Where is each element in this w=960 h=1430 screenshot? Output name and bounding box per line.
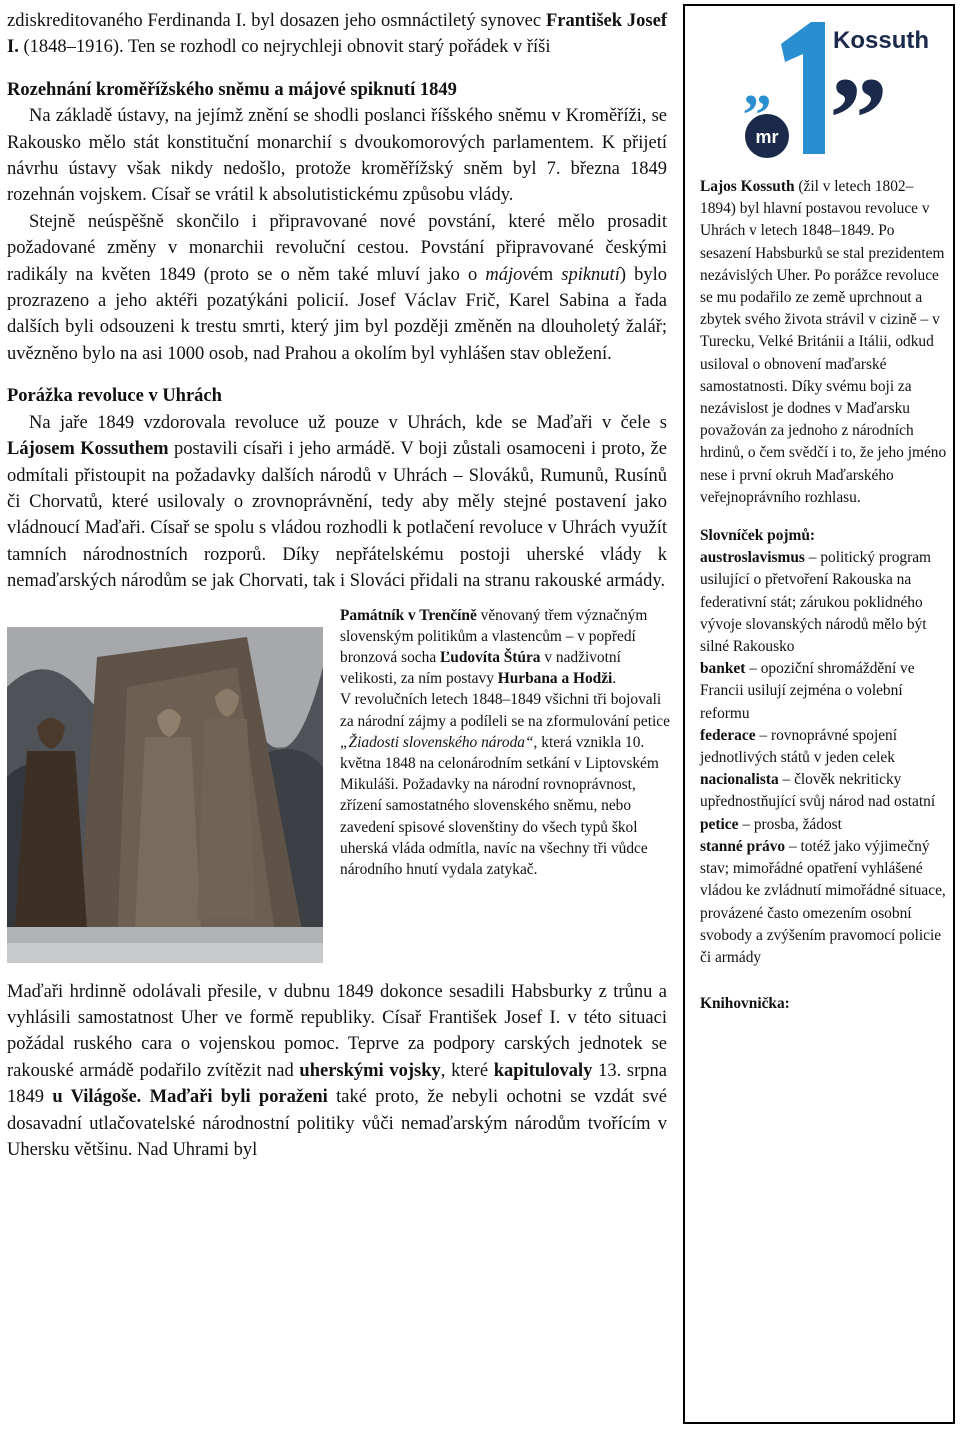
section-heading-kromeriz: Rozehnání kroměřížského sněmu a májové spiknutí 1849	[7, 79, 457, 100]
emperor-name: František Josef I.	[7, 11, 667, 58]
monument-caption: Památník v Trenčíně věnovaný třem význačným slovenským politikům a vlastencům – v popředí bronzová socha Ľudovíta Štúra v nadživotní velikosti, za ním postavy Hurbana a Hodži. V revolučních letech 1848–1849 všichni tři bojovali za národní zájmy a podíleli se na zformulování petice „Žiadosti slovenského národa“, která vznikla 10. května 1848 na celonárodním setkání v Liptovském Mikuláši. Požadavky na národní rovnoprávnost, zřízení samostatného slovenského sněmu, nebo zavedení spisové slovenštiny do všech typů škol uherská vláda odmítla, navíc na všechny tři vůdce národního hnutí vydala zatykač.	[340, 606, 670, 878]
glossary-item: stanné právo – totéž jako výjimečný stav; mimořádné opatření vyhlášené vládou ke zvládnutí mimořádné situace, provázené často omezením osobní svobody a zvýšením pravomocí policie či armády	[700, 837, 946, 966]
kossuth-radio-logo	[741, 14, 929, 184]
monument-image	[7, 627, 323, 963]
glossary-item: banket – opoziční shromáždění ve Francii usilují zejména o volební reformu	[700, 660, 915, 722]
kossuth-name: Lájosem Kossuthem	[7, 439, 169, 460]
sidebar-box	[683, 4, 955, 1424]
glossary-item: petice – prosba, žádost	[700, 815, 842, 833]
kossuth-bio: Lajos Kossuth (žil v letech 1802–1894) byl hlavní postavou revoluce v Uhrách v letech 1848–1849. Po sesazení Habsburků se stal prezidentem nezávislých Uher. Po porážce revoluce se mu podařilo ze země uprchnout a zbytek svého života strávil v cizině – v Turecku, Velké Británii a Itálii, odkud usiloval o obnovení maďarské samostatnosti. Díky svému boji za nezávislost je dodnes v Maďarsku považován za jednoho z národních hrdinů, o čem svědčí i to, že jeho jméno nese i první okruh Maďarského veřejnoprávního rozhlasu.	[700, 178, 947, 506]
intro-text-end: (1848–1916). Ten se rozhodl co nejrychleji obnovit starý pořádek v říši	[18, 37, 551, 58]
paragraph-surrender: Maďaři hrdinně odolávali přesile, v dubnu 1849 dokonce sesadili Habsburky z trůnu a vyhlásili samostatnost Uher ve formě republiky. Císař František Josef I. v této situaci požádal ruského cara o vojenskou pomoc. Teprve za podpory carských jednotek se rakouské armádě podařilo zvítězit nad uherskými vojsky, které kapitulovaly 13. srpna 1849 u Világoše. Maďaři byli poraženi také proto, že nebyli ochotni se vzdát své dosavadní utlačovatelské národnostní politiky vůči nemaďarským národům tvořícím v Uhersku většinu. Nad Uhrami byl	[7, 981, 668, 1160]
main-column	[7, 8, 670, 1163]
svg-text:Kossuth: Kossuth	[833, 27, 929, 54]
glossary-item: austroslavismus – politický program usilující o přetvoření Rakouska na federativní stát; zárukou poklidného vývoje slovanských národů mělo být silné Rakousko	[700, 549, 932, 656]
logo-graphic	[741, 14, 929, 184]
intro-text: zdiskreditovaného Ferdinanda I. byl dosazen jeho osmnáctiletý synovec	[7, 11, 546, 31]
paragraph-may-conspiracy: Stejně neúspěšně skončilo i připravované nové povstání, které mělo prosadit požadované změny v monarchii revoluční cestou. Povstání připravované českými radikály na květen 1849 (proto se o něm také mluví jako o májovém spiknutí) bylo prozrazeno a jeho aktéři pozatýkáni policií. Josef Václav Frič, Karel Sabina a řada dalších byli odsouzeni k trestu smrti, který jim byl později změněn na dlouholetý žalář; uvězněno bylo na asi 1000 osob, nad Prahou a okolím byl vyhlášen stav obležení.	[7, 211, 667, 364]
section-heading-hungary: Porážka revoluce v Uhrách	[7, 386, 222, 407]
glossary-item: federace – rovnoprávné spojení jednotlivých států v jeden celek	[700, 726, 898, 767]
svg-text:”: ”	[829, 53, 888, 184]
paragraph-hungary: Na jaře 1849 vzdorovala revoluce už pouze v Uhrách, kde se Maďaři v čele s Lájosem Kossuthem postavili císaři i jeho armádě. V boji zůstali osamoceni i proto, že odmítali přistoupit na požadavky dalších národů v Uhrách – Slováků, Rumunů, Rusínů či Chorvatů, které usilovaly o zrovnoprávnění, tedy aby měly stejné postavení jako vládnoucí Maďaři. Císař se spolu s vládou rozhodli k potlačení revoluce v Uhrách využít tamních národnostních rozporů. Díky nepřátelskému postoji uherské vlády k nemaďarských národům se jak Chorvati, tak i Slováci přidali na stranu rakouské armády.	[7, 412, 667, 592]
figure-monument	[7, 605, 670, 965]
intro-paragraph	[7, 8, 667, 61]
sidebar-text	[700, 176, 948, 1015]
glossary-item: nacionalista – člověk nekriticky upřednostňující svůj národ nad ostatní	[700, 771, 936, 811]
svg-text:mr: mr	[755, 127, 779, 147]
library-title: Knihovnička:	[700, 995, 790, 1013]
glossary-title: Slovníček pojmů:	[700, 527, 816, 545]
svg-text:„: „	[743, 52, 772, 117]
paragraph-constitution: Na základě ústavy, na jejímž znění se shodli poslanci říšského sněmu v Kroměříži, se Rakousko mělo stát konstituční monarchií s dvoukomorových parlamentem. K přijetí návrhu ústavy však nikdy nedošlo, protože kroměřížský sněm byl 7. března 1849 rozehnán vojskem. Císař se vrátil k absolutistickému způsobu vlády.	[7, 106, 667, 206]
monument-photo	[7, 627, 323, 963]
